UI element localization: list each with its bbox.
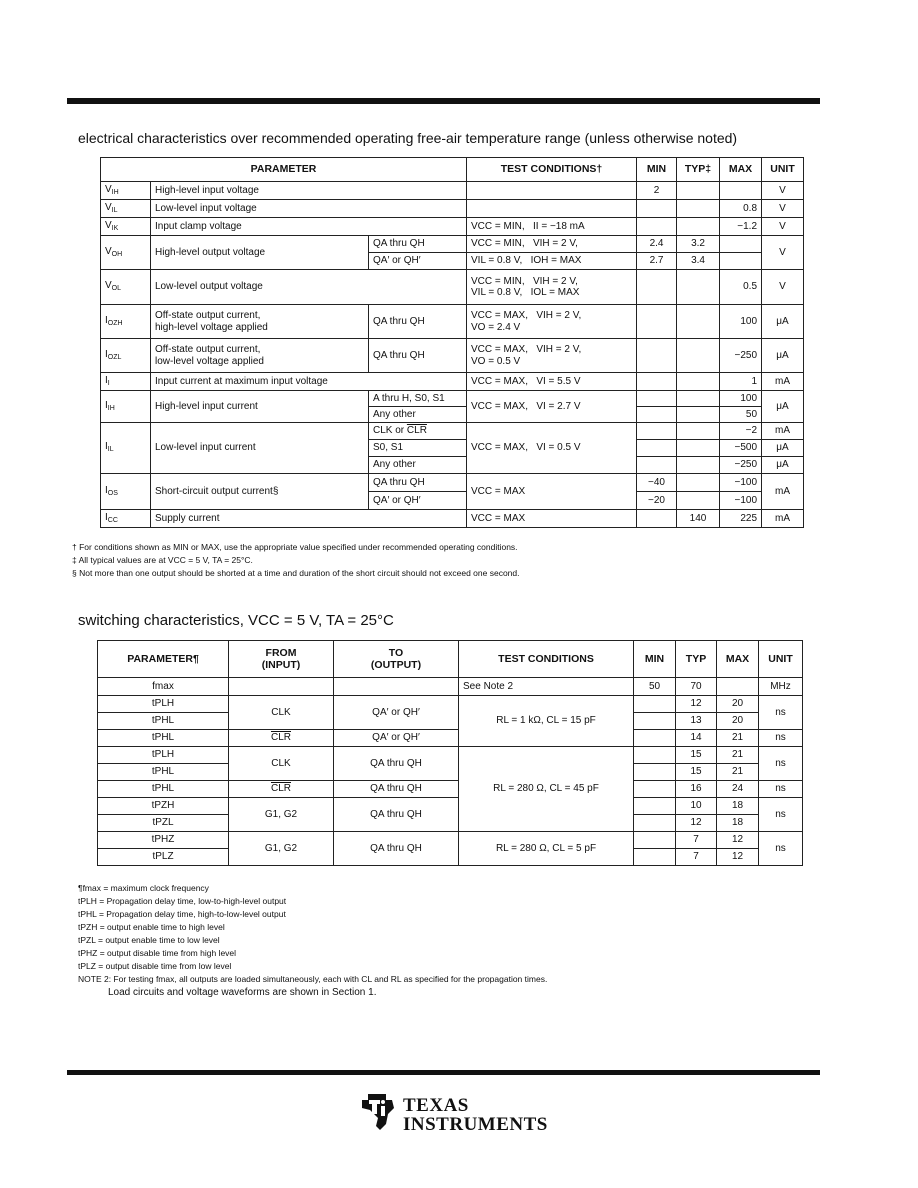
header-test-conditions: TEST CONDITIONS — [459, 641, 634, 678]
note-line: tPZL = output enable time to low level — [78, 935, 220, 945]
note-line: tPHL = Propagation delay time, high-to-low-level output — [78, 909, 286, 919]
table-row: $I_{OZL}$ Off-state output current, low-level voltage applied QA thru QH VCC = MAX, VIH = 2 V, VO = 0.5 V −250 μA — [101, 339, 804, 373]
table-row: Any other −250 μA — [101, 457, 804, 474]
header-max: MAX — [717, 641, 759, 678]
header-unit: UNIT — [759, 641, 803, 678]
table-row: tPLH CLK QA thru QH RL = 280 Ω, CL = 45 pF 15 21 ns — [98, 747, 803, 764]
note-line: tPHZ = output disable time from high level — [78, 948, 237, 958]
texas-instruments-logo — [358, 1090, 548, 1140]
header-min: MIN — [637, 158, 677, 182]
note-line: NOTE 2: For testing fmax, all outputs are loaded simultaneously, each with CL and RL as specified for the propagation times. — [78, 974, 548, 984]
header-parameter: PARAMETER¶ — [98, 641, 229, 678]
note-line: Load circuits and voltage waveforms are shown in Section 1. — [108, 987, 377, 998]
header-parameter: PARAMETER — [101, 158, 467, 182]
top-rule — [67, 98, 820, 104]
note-line: tPLH = Propagation delay time, low-to-high-level output — [78, 896, 287, 906]
table-row: tPHL $\overline{CLR}$ QA thru QH 16 24 ns — [98, 781, 803, 798]
table-row: Any other 50 — [101, 407, 804, 423]
ti-logo-icon — [358, 1090, 398, 1134]
electrical-characteristics-title: electrical characteristics over recommended operating free-air temperature range (unless otherwise noted) — [78, 130, 738, 146]
table-row: QA′ or QH′ −20 −100 — [101, 492, 804, 510]
table-row: tPZL 12 18 — [98, 815, 803, 832]
electrical-characteristics-table — [100, 157, 804, 528]
footnote: ‡ All typical values are at VCC = 5 V, TA = 25°C. — [72, 555, 253, 565]
header-typ: TYP‡ — [677, 158, 720, 182]
table-row: $V_{OL}$ Low-level output voltage VCC = MIN, VIH = 2 V, VIL = 0.8 V, IOL = MAX 0.5 V — [101, 270, 804, 305]
header-to: TO (OUTPUT) — [334, 641, 459, 678]
table-row: S0, S1 −500 μA — [101, 440, 804, 457]
table-row: tPLH CLK QA′ or QH′ RL = 1 kΩ, CL = 15 pF 12 20 ns — [98, 696, 803, 713]
table-row: tPZH G1, G2 QA thru QH 10 18 ns — [98, 798, 803, 815]
logo-line-texas: TEXAS — [403, 1095, 469, 1116]
switching-characteristics-table — [97, 640, 803, 866]
table-row: $I_I$ Input current at maximum input voltage VCC = MAX, VI = 5.5 V 1 mA — [101, 373, 804, 391]
table-row: $V_{IK}$ Input clamp voltage VCC = MIN, II = −18 mA −1.2 V — [101, 218, 804, 236]
bottom-rule — [67, 1070, 820, 1075]
note-line: tPLZ = output disable time from low level — [78, 961, 232, 971]
switching-notes — [78, 882, 547, 999]
table-row: $V_{OH}$ High-level output voltage QA thru QH VCC = MIN, VIH = 2 V, 2.4 3.2 V — [101, 236, 804, 253]
table-row: $I_{IH}$ High-level input current A thru H, S0, S1 VCC = MAX, VI = 2.7 V 100 μA — [101, 391, 804, 407]
header-min: MIN — [634, 641, 676, 678]
table-row: tPHL 13 20 — [98, 713, 803, 730]
note-line: tPZH = output enable time to high level — [78, 922, 225, 932]
table-row: $V_{IL}$ Low-level input voltage 0.8 V — [101, 200, 804, 218]
table-row: $I_{OZH}$ Off-state output current, high-level voltage applied QA thru QH VCC = MAX, VIH = 2 V, VO = 2.4 V 100 μA — [101, 305, 804, 339]
table-row: $I_{CC}$ Supply current VCC = MAX 140 225 mA — [101, 510, 804, 528]
footnote: † For conditions shown as MIN or MAX, use the appropriate value specified under recommended operating conditions. — [72, 542, 518, 552]
table-row: tPHL $\overline{CLR}$ QA′ or QH′ 14 21 ns — [98, 730, 803, 747]
logo-line-instruments: INSTRUMENTS — [403, 1114, 548, 1135]
table-row: tPHZ G1, G2 QA thru QH RL = 280 Ω, CL = 5 pF 7 12 ns — [98, 832, 803, 849]
footnote: § Not more than one output should be shorted at a time and duration of the short circuit should not exceed one second. — [72, 568, 520, 578]
table-row: QA′ or QH′ VIL = 0.8 V, IOH = MAX 2.7 3.4 — [101, 253, 804, 270]
table-row: fmax See Note 2 50 70 MHz — [98, 678, 803, 696]
header-typ: TYP — [676, 641, 717, 678]
table-row: tPHL 15 21 — [98, 764, 803, 781]
note-line: ¶fmax = maximum clock frequency — [78, 883, 209, 893]
header-unit: UNIT — [762, 158, 804, 182]
table-row: tPLZ 7 12 — [98, 849, 803, 866]
electrical-footnotes — [72, 541, 519, 580]
switching-characteristics-title: switching characteristics, VCC = 5 V, TA = 25°C — [78, 612, 394, 629]
table-row: $I_{OS}$ Short-circuit output current§ QA thru QH VCC = MAX −40 −100 mA — [101, 474, 804, 492]
table-row: $V_{IH}$ High-level input voltage 2 V — [101, 182, 804, 200]
header-from: FROM (INPUT) — [229, 641, 334, 678]
header-max: MAX — [720, 158, 762, 182]
header-test-conditions: TEST CONDITIONS† — [467, 158, 637, 182]
table-row: $I_{IL}$ Low-level input current CLK or $\overline{CLR}$ VCC = MAX, VI = 0.5 V −2 mA — [101, 423, 804, 440]
